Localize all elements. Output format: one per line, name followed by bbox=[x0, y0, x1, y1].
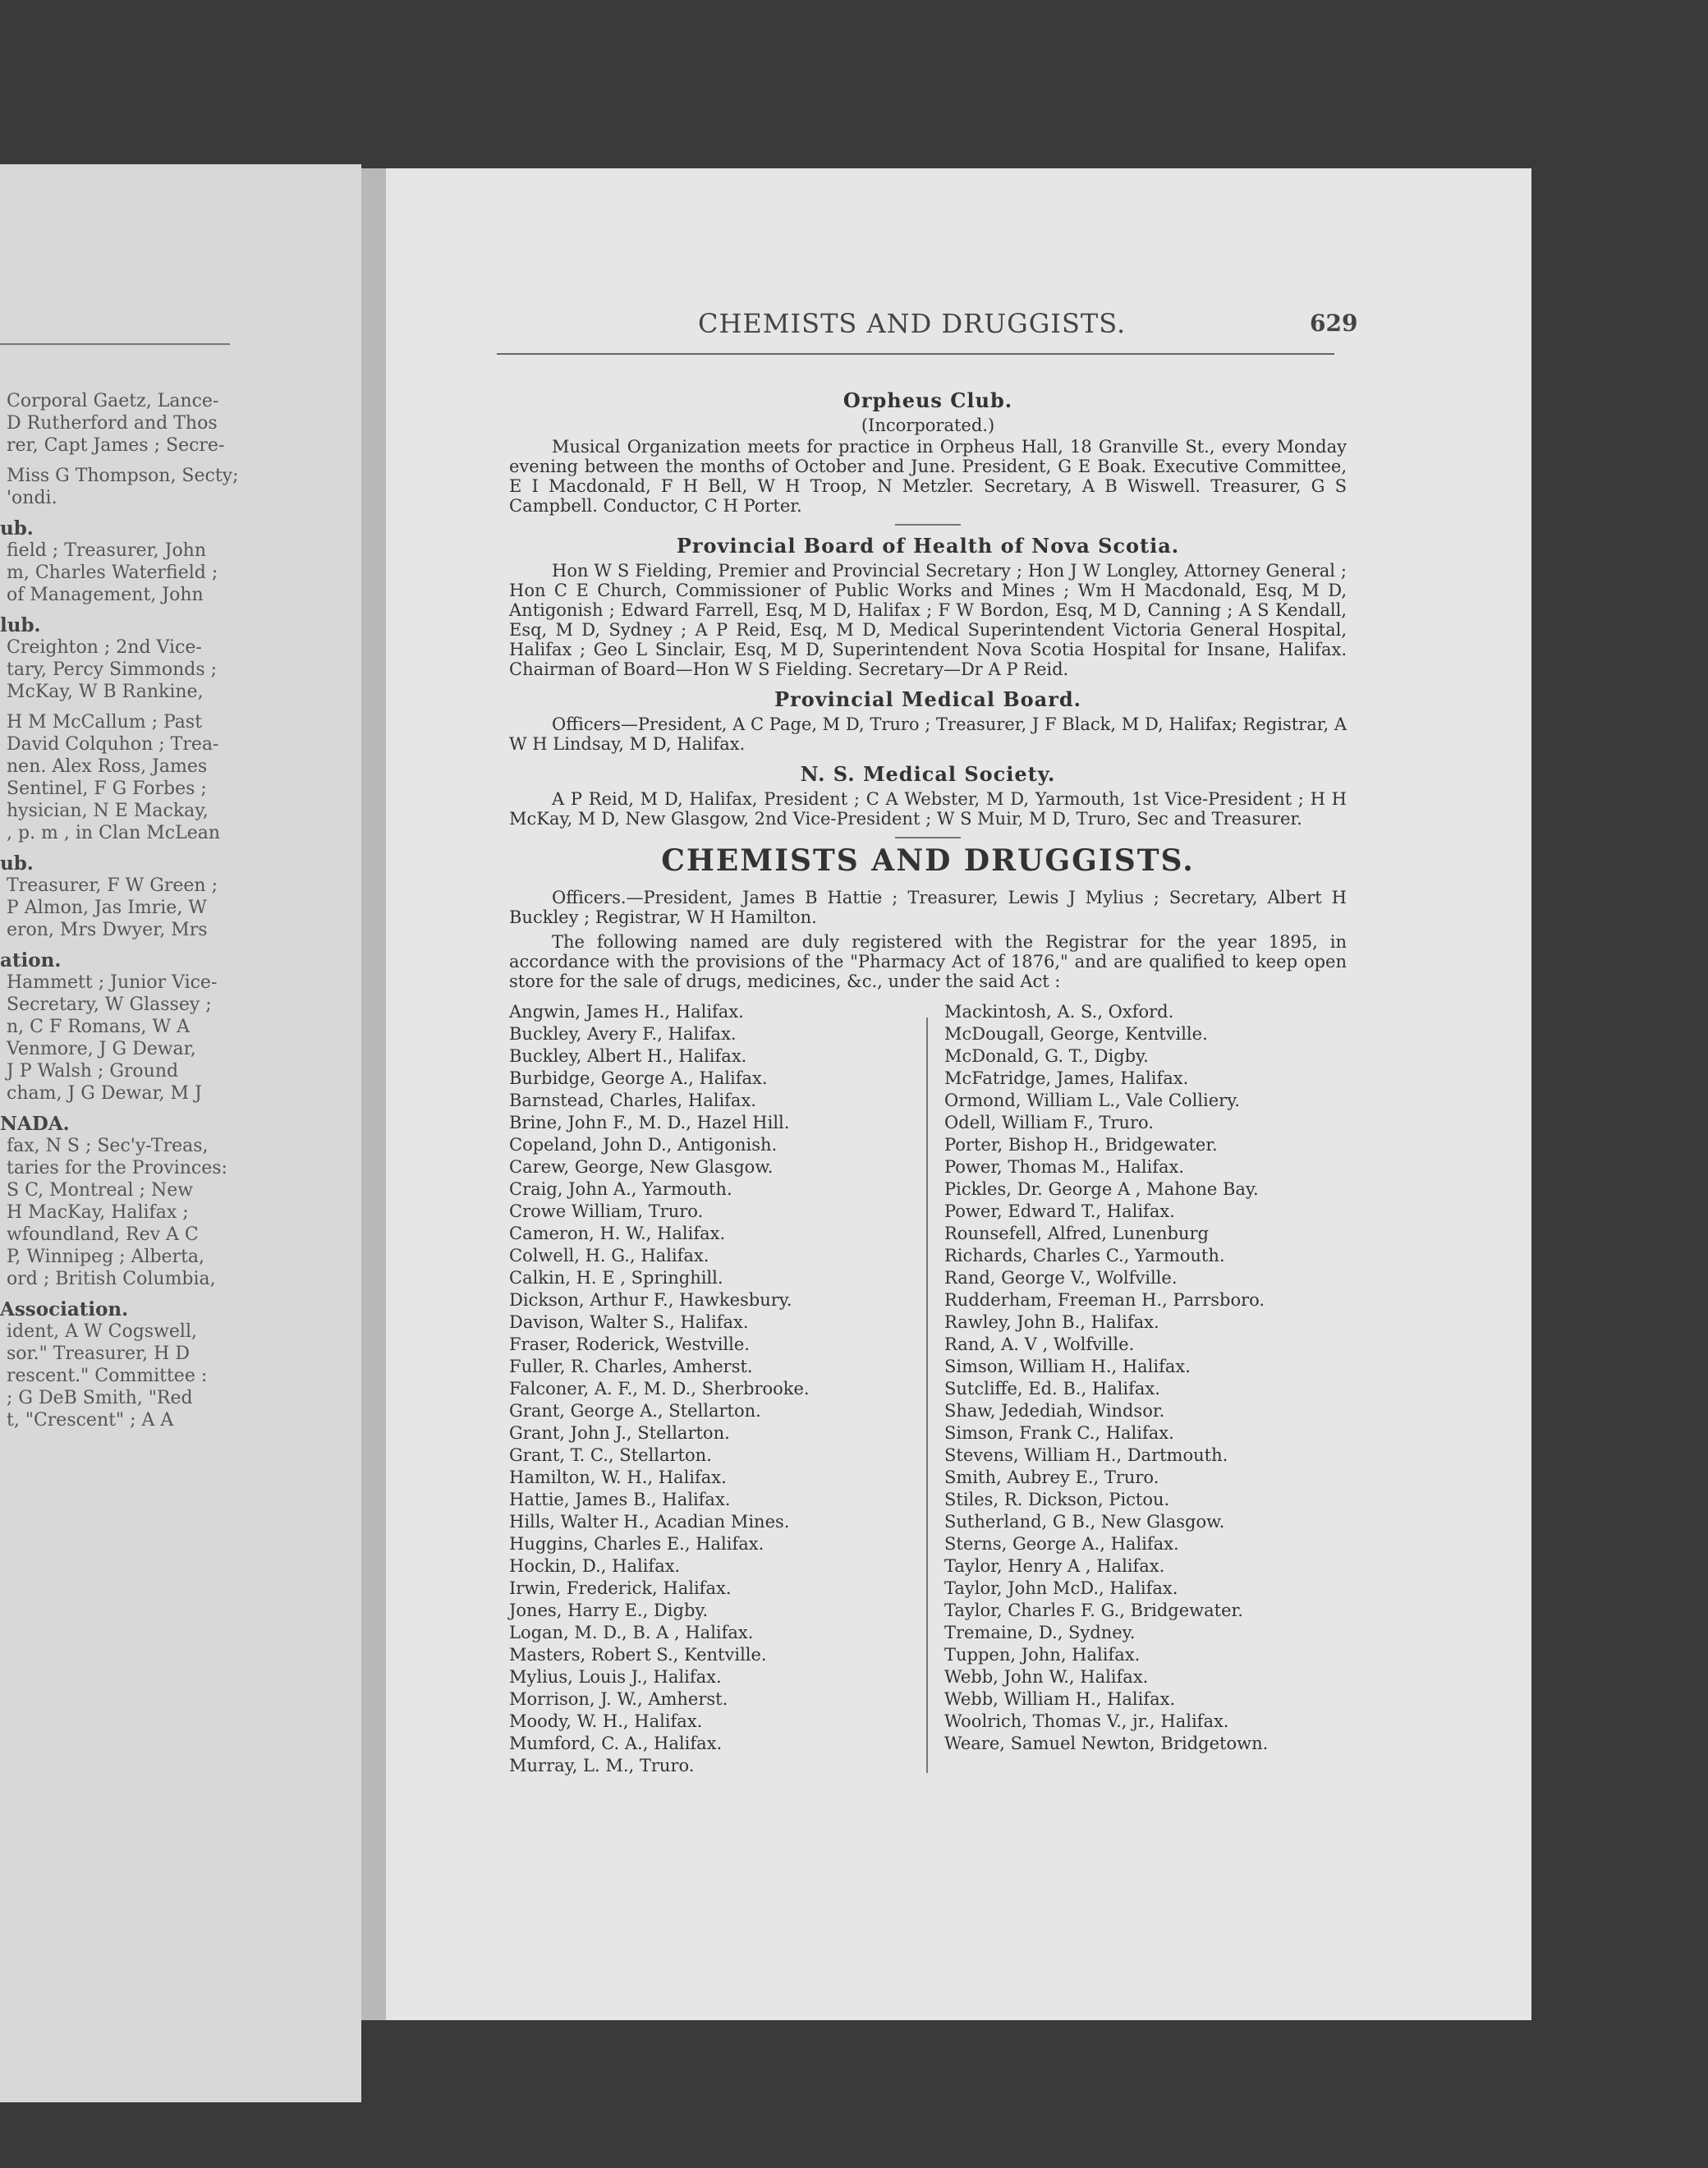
left-text-line: cham, J G Dewar, M J bbox=[7, 1083, 202, 1104]
left-text-line: rer, Capt James ; Secre- bbox=[7, 435, 225, 456]
orpheus-subtitle: (Incorporated.) bbox=[861, 416, 995, 435]
registrant-entry: Webb, John W., Halifax. bbox=[944, 1667, 1149, 1687]
chemists-intro: The following named are duly registered with the Registrar for the year 1895, in accordance with the provisions of the "Pharmacy Act of 1876," and are qualified to keep open store for the sale of drugs, medicines, &c., under the said Act : bbox=[509, 932, 1347, 991]
header-rule bbox=[497, 353, 1334, 355]
registrant-entry: Taylor, Charles F. G., Bridgewater. bbox=[944, 1601, 1243, 1620]
registrant-entry: Carew, George, New Glasgow. bbox=[509, 1157, 774, 1177]
left-text-line: Creighton ; 2nd Vice- bbox=[7, 637, 202, 658]
health-board-text: Hon W S Fielding, Premier and Provincial Secretary ; Hon J W Longley, Attorney General ; Hon C E Church, Commissioner of Public Works and Mines ; Wm H Macdonald, Esq, M D, Antigonish ; Edward Farrell, Esq, M D, Halifax ; F W Bordon, Esq, M D, Canning ; A S Kendall, Esq, M D, Sydney ; A P Reid, Esq, M D, Medical Superintendent Victoria General Hospital, Halifax ; Geo L Sinclair, Esq, M D, Superintendent Nova Scotia Hospital for Insane, Halifax. Chairman of Board—Hon W S Fielding. Secretary—Dr A P Reid. bbox=[509, 561, 1347, 679]
left-text-line: m, Charles Waterfield ; bbox=[7, 563, 218, 583]
registrant-entry: Dickson, Arthur F., Hawkesbury. bbox=[509, 1290, 792, 1310]
registrant-entry: Mackintosh, A. S., Oxford. bbox=[944, 1002, 1174, 1022]
ns-medical-title: N. S. Medical Society. bbox=[800, 762, 1056, 786]
registrant-entry: Stevens, William H., Dartmouth. bbox=[944, 1445, 1228, 1465]
left-section-heading: NADA. bbox=[0, 1113, 70, 1135]
left-section-heading: ub. bbox=[0, 517, 34, 540]
registrant-entry: Webb, William H., Halifax. bbox=[944, 1689, 1176, 1709]
registrant-entry: Morrison, J. W., Amherst. bbox=[509, 1689, 728, 1709]
registrant-entry: Huggins, Charles E., Halifax. bbox=[509, 1534, 764, 1554]
left-section-heading: Association. bbox=[0, 1298, 129, 1321]
registrant-entry: Moody, W. H., Halifax. bbox=[509, 1711, 703, 1731]
left-text-line: P, Winnipeg ; Alberta, bbox=[7, 1247, 205, 1267]
registrant-entry: Woolrich, Thomas V., jr., Halifax. bbox=[944, 1711, 1229, 1731]
registrant-entry: Crowe William, Truro. bbox=[509, 1201, 704, 1221]
registrant-entry: Mylius, Louis J., Halifax. bbox=[509, 1667, 722, 1687]
registrant-entry: Jones, Harry E., Digby. bbox=[509, 1601, 709, 1620]
registrant-entry: Tremaine, D., Sydney. bbox=[944, 1623, 1136, 1642]
right-page bbox=[386, 168, 1531, 2020]
registrant-entry: Stiles, R. Dickson, Pictou. bbox=[944, 1490, 1170, 1509]
left-text-line: Miss G Thompson, Secty; bbox=[7, 466, 239, 486]
registrant-entry: Rudderham, Freeman H., Parrsboro. bbox=[944, 1290, 1265, 1310]
registrant-entry: Hamilton, W. H., Halifax. bbox=[509, 1468, 727, 1487]
registrant-entry: Fraser, Roderick, Westville. bbox=[509, 1334, 750, 1354]
registrant-entry: Murray, L. M., Truro. bbox=[509, 1756, 695, 1775]
left-text-line: eron, Mrs Dwyer, Mrs bbox=[7, 920, 208, 940]
section-rule bbox=[895, 837, 961, 838]
left-text-line: sor." Treasurer, H D bbox=[7, 1344, 190, 1364]
registrant-entry: Rand, A. V , Wolfville. bbox=[944, 1334, 1135, 1354]
left-text-line: tary, Percy Simmonds ; bbox=[7, 659, 218, 680]
left-text-line: H MacKay, Halifax ; bbox=[7, 1202, 189, 1223]
left-text-line: S C, Montreal ; New bbox=[7, 1180, 194, 1201]
health-board-title: Provincial Board of Health of Nova Scotia. bbox=[676, 534, 1180, 558]
registrant-entry: Fuller, R. Charles, Amherst. bbox=[509, 1357, 753, 1376]
registrant-entry: Grant, T. C., Stellarton. bbox=[509, 1445, 712, 1465]
registrant-entry: McDougall, George, Kentville. bbox=[944, 1024, 1208, 1044]
left-text-line: Hammett ; Junior Vice- bbox=[7, 972, 218, 993]
book-gutter bbox=[361, 168, 386, 2020]
registrant-entry: Odell, William F., Truro. bbox=[944, 1113, 1154, 1132]
registrant-entry: Calkin, H. E , Springhill. bbox=[509, 1268, 723, 1288]
registrant-entry: Colwell, H. G., Halifax. bbox=[509, 1246, 709, 1265]
page-content bbox=[509, 380, 1347, 1775]
left-text-line: field ; Treasurer, John bbox=[7, 540, 207, 561]
chemists-title: CHEMISTS AND DRUGGISTS. bbox=[661, 843, 1195, 878]
registrant-entry: Taylor, John McD., Halifax. bbox=[944, 1578, 1178, 1598]
left-text-line: ident, A W Cogswell, bbox=[7, 1321, 197, 1342]
chemists-officers: Officers.—President, James B Hattie ; Treasurer, Lewis J Mylius ; Secretary, Albert H Buckley ; Registrar, W H Hamilton. bbox=[509, 888, 1347, 927]
registered-list-right bbox=[944, 1001, 1347, 1755]
left-page-rule bbox=[0, 343, 230, 345]
orpheus-title: Orpheus Club. bbox=[843, 388, 1013, 412]
left-text-line: 'ondi. bbox=[7, 488, 57, 508]
registrant-entry: Rand, George V., Wolfville. bbox=[944, 1268, 1178, 1288]
left-text-line: J P Walsh ; Ground bbox=[7, 1061, 179, 1082]
registrant-entry: Hockin, D., Halifax. bbox=[509, 1556, 681, 1576]
registrant-entry: Ormond, William L., Vale Colliery. bbox=[944, 1091, 1240, 1110]
registrant-entry: Davison, Walter S., Halifax. bbox=[509, 1312, 749, 1332]
left-text-line: David Colquhon ; Trea- bbox=[7, 734, 219, 755]
registrant-entry: Copeland, John D., Antigonish. bbox=[509, 1135, 778, 1155]
registrant-entry: Buckley, Avery F., Halifax. bbox=[509, 1024, 737, 1044]
left-text-line: of Management, John bbox=[7, 585, 204, 605]
registrant-entry: Porter, Bishop H., Bridgewater. bbox=[944, 1135, 1218, 1155]
registrant-entry: Grant, George A., Stellarton. bbox=[509, 1401, 761, 1421]
left-text-line: P Almon, Jas Imrie, W bbox=[7, 898, 207, 918]
registrant-entry: Falconer, A. F., M. D., Sherbrooke. bbox=[509, 1379, 810, 1399]
registrant-entry: Rounsefell, Alfred, Lunenburg bbox=[944, 1224, 1210, 1243]
registrant-entry: Smith, Aubrey E., Truro. bbox=[944, 1468, 1159, 1487]
registrant-entry: Cameron, H. W., Halifax. bbox=[509, 1224, 726, 1243]
registrant-entry: McDonald, G. T., Digby. bbox=[944, 1046, 1149, 1066]
left-text-line: ord ; British Columbia, bbox=[7, 1269, 216, 1289]
registrant-entry: Weare, Samuel Newton, Bridgetown. bbox=[944, 1734, 1269, 1753]
left-text-line: taries for the Provinces: bbox=[7, 1158, 227, 1178]
registrant-entry: Buckley, Albert H., Halifax. bbox=[509, 1046, 747, 1066]
registrant-entry: Power, Edward T., Halifax. bbox=[944, 1201, 1175, 1221]
left-text-line: n, C F Romans, W A bbox=[7, 1017, 190, 1037]
left-text-line: McKay, W B Rankine, bbox=[7, 682, 204, 702]
column-divider bbox=[926, 1017, 928, 1773]
registrant-entry: Simson, William H., Halifax. bbox=[944, 1357, 1191, 1376]
left-text-line: Corporal Gaetz, Lance- bbox=[7, 391, 219, 411]
registrant-entry: Craig, John A., Yarmouth. bbox=[509, 1179, 732, 1199]
registrant-entry: Tuppen, John, Halifax. bbox=[944, 1645, 1141, 1665]
registrant-entry: Sterns, George A., Halifax. bbox=[944, 1534, 1179, 1554]
left-text-line: Treasurer, F W Green ; bbox=[7, 875, 218, 896]
left-text-line: D Rutherford and Thos bbox=[7, 413, 218, 434]
section-rule bbox=[895, 524, 961, 526]
registrant-entry: Shaw, Jedediah, Windsor. bbox=[944, 1401, 1165, 1421]
left-section-heading: ation. bbox=[0, 949, 62, 971]
left-section-heading: lub. bbox=[0, 614, 41, 636]
left-text-line: hysician, N E Mackay, bbox=[7, 801, 209, 821]
left-text-line: t, "Crescent" ; A A bbox=[7, 1410, 174, 1431]
left-text-line: , p. m , in Clan McLean bbox=[7, 823, 221, 843]
registrant-entry: Grant, John J., Stellarton. bbox=[509, 1423, 730, 1443]
registered-list-left bbox=[509, 1001, 920, 1777]
registrant-entry: Masters, Robert S., Kentville. bbox=[509, 1645, 767, 1665]
left-text-line: Venmore, J G Dewar, bbox=[7, 1039, 196, 1059]
left-text-line: rescent." Committee : bbox=[7, 1366, 208, 1386]
registrant-entry: Taylor, Henry A , Halifax. bbox=[944, 1556, 1165, 1576]
registrant-entry: Angwin, James H., Halifax. bbox=[509, 1002, 744, 1022]
left-page bbox=[0, 164, 361, 2102]
registrant-entry: Barnstead, Charles, Halifax. bbox=[509, 1091, 756, 1110]
left-text-line: Sentinel, F G Forbes ; bbox=[7, 779, 207, 799]
left-text-line: nen. Alex Ross, James bbox=[7, 756, 208, 777]
left-text-line: ; G DeB Smith, "Red bbox=[7, 1388, 193, 1408]
left-text-line: Secretary, W Glassey ; bbox=[7, 994, 212, 1015]
registrant-entry: McFatridge, James, Halifax. bbox=[944, 1068, 1189, 1088]
medical-board-text: Officers—President, A C Page, M D, Truro ; Treasurer, J F Black, M D, Halifax; Registrar, A W H Lindsay, M D, Halifax. bbox=[509, 714, 1347, 754]
registrant-entry: Hattie, James B., Halifax. bbox=[509, 1490, 731, 1509]
left-text-line: wfoundland, Rev A C bbox=[7, 1224, 199, 1245]
ns-medical-text: A P Reid, M D, Halifax, President ; C A Webster, M D, Yarmouth, 1st Vice-President ; H H McKay, M D, New Glasgow, 2nd Vice-President ; W S Muir, M D, Truro, Sec and Treasurer. bbox=[509, 789, 1347, 829]
registrant-entry: Rawley, John B., Halifax. bbox=[944, 1312, 1159, 1332]
left-text-line: H M McCallum ; Past bbox=[7, 712, 203, 733]
orpheus-text: Musical Organization meets for practice in Orpheus Hall, 18 Granville St., every Monday evening between the months of October and June. President, G E Boak. Executive Committee, E I Macdonald, F H Bell, W H Troop, N Metzler. Secretary, A B Wiswell. Treasurer, G S Campbell. Conductor, C H Porter. bbox=[509, 437, 1347, 516]
registrant-entry: Sutherland, G B., New Glasgow. bbox=[944, 1512, 1225, 1532]
registrant-entry: Irwin, Frederick, Halifax. bbox=[509, 1578, 732, 1598]
running-header: CHEMISTS AND DRUGGISTS. bbox=[698, 308, 1127, 339]
registrant-entry: Sutcliffe, Ed. B., Halifax. bbox=[944, 1379, 1160, 1399]
registrant-entry: Simson, Frank C., Halifax. bbox=[944, 1423, 1174, 1443]
registrant-entry: Logan, M. D., B. A , Halifax. bbox=[509, 1623, 754, 1642]
registrant-entry: Richards, Charles C., Yarmouth. bbox=[944, 1246, 1225, 1265]
registrant-entry: Brine, John F., M. D., Hazel Hill. bbox=[509, 1113, 790, 1132]
registrant-entry: Power, Thomas M., Halifax. bbox=[944, 1157, 1185, 1177]
registrant-entry: Mumford, C. A., Halifax. bbox=[509, 1734, 723, 1753]
left-section-heading: ub. bbox=[0, 852, 34, 875]
registrant-entry: Burbidge, George A., Halifax. bbox=[509, 1068, 768, 1088]
registrant-entry: Pickles, Dr. George A , Mahone Bay. bbox=[944, 1179, 1259, 1199]
registrant-entry: Hills, Walter H., Acadian Mines. bbox=[509, 1512, 790, 1532]
medical-board-title: Provincial Medical Board. bbox=[774, 687, 1081, 711]
page-number: 629 bbox=[1310, 310, 1358, 337]
left-text-line: fax, N S ; Sec'y-Treas, bbox=[7, 1136, 209, 1156]
